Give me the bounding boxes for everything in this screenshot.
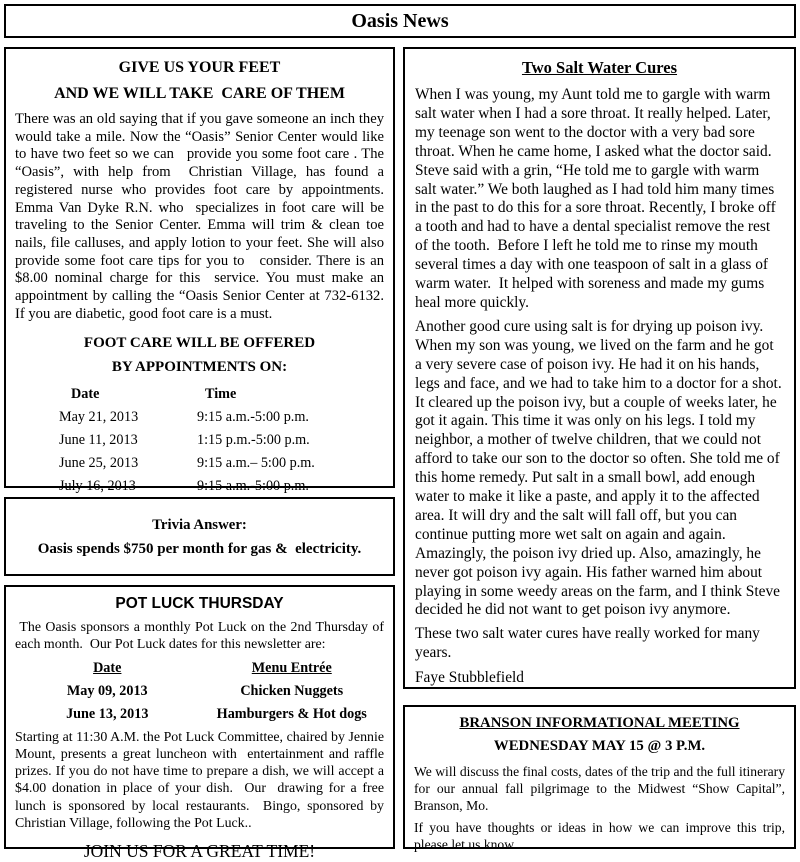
schedule-header-row [15,383,384,406]
pot-luck-title: POT LUCK THURSDAY [115,595,284,612]
schedule-date-column-header: Date [71,386,100,403]
branson-meeting-section [403,705,796,852]
right-column [403,47,796,852]
branson-meeting-datetime: WEDNESDAY MAY 15 @ 3 P.M. [493,738,706,754]
pot-luck-footer-text: JOIN US FOR A GREAT TIME! [83,841,316,862]
left-column [4,47,395,862]
schedule-row [15,429,384,452]
salt-water-title: Two Salt Water Cures [521,58,678,77]
salt-water-paragraph-3: These two salt water cures have really worked for many years. [415,625,764,662]
newsletter-header-box [4,4,796,38]
foot-care-schedule-table [15,383,384,498]
newsletter-title: Oasis News [351,9,449,32]
schedule-date-cell: July 16, 2013 [59,478,136,495]
schedule-row [15,475,384,498]
schedule-time-cell: 9:15 a.m.-5:00 p.m. [197,409,309,426]
schedule-date-cell: June 11, 2013 [59,432,138,449]
menu-entree-column-header: Menu Entrée [251,659,332,676]
schedule-date-cell: May 21, 2013 [59,409,139,426]
trivia-answer-section [4,497,395,576]
pot-luck-menu-table [15,657,384,726]
foot-care-subheading-line2: BY APPOINTMENTS ON: [111,359,288,376]
menu-header-row [15,657,384,680]
branson-meeting-title: BRANSON INFORMATIONAL MEETING [459,715,740,731]
pot-luck-section [4,585,395,862]
salt-water-paragraph-1: When I was young, my Aunt told me to gargle with warm salt water when I had a sore throat. It really helped. Later, my teenage son went to the doctor with a very bad sore throat. When he came home, I asked what the doctor said. Steve said with a grin, “He told me to gargle with warm salt water.” We both laughed as I had told him many times in the past to do this for a sore throat. Recently, I broke off a tooth and had to have a dental specialist remove the rest of the tooth. Before I left he told me to rinse my mouth several times a day with one teaspoon of salt in a glass of warm water. It helped with soreness and made my gums heal more quickly. [415,86,780,311]
menu-date-column-header: Date [93,659,122,676]
newsletter-columns [4,47,796,862]
pot-luck-details-text: Starting at 11:30 A.M. the Pot Luck Committee, chaired by Jennie Mount, presents a great luncheon with entertainment and raffle prizes. If you do not have time to prepare a dish, we will accept a $4.00 donation in place of your dish. Our drawing for a free lunch is sponsored by local restaurants. Bingo, sponsored by Christian Village, following the Pot Luck.. [15,729,388,832]
foot-care-section [4,47,395,495]
menu-entree-cell: Hamburgers & Hot dogs [216,705,367,722]
menu-entree-cell: Chicken Nuggets [240,682,344,699]
schedule-row [15,452,384,475]
salt-water-author-signature: Faye Stubblefield [415,669,524,687]
salt-water-cures-section [403,47,796,689]
foot-care-body-text: There was an old saying that if you gave someone an inch they would take a mile. Now the “Oasis” Senior Center would like to have two feet so we can provide you some foot care . The “Oasis”, with help from Christian Village, has found a registered nurse who provides foot care by appointments. Emma Van Dyke R.N. who specializes in foot care will be traveling to the Senior Center. Emma will trim & clean toe nails, file calluses, and apply lotion to your feet. She will also provide some foot care tips for you to consider. There is an $8.00 nominal charge for this service. You must make an appointment by calling the “Oasis Senior Center at 732-6132. If you are diabetic, good foot care is a must. [15,111,392,322]
trivia-title: Trivia Answer: [152,516,247,533]
branson-paragraph-1: We will discuss the final costs, dates of the trip and the full itinerary for our annual fall pilgrimage to the Midwest “Show Capital”, Branson, Mo. [414,764,789,813]
foot-care-heading-line2: AND WE WILL TAKE CARE OF THEM [54,85,345,102]
menu-row [15,680,384,703]
schedule-date-cell: June 25, 2013 [59,455,139,472]
schedule-time-cell: 9:15 a.m.– 5:00 p.m. [197,455,315,472]
schedule-row [15,406,384,429]
schedule-time-column-header: Time [205,386,237,403]
foot-care-heading-line1: GIVE US YOUR FEET [118,59,281,76]
branson-paragraph-2: If you have thoughts or ideas in how we can improve this trip, please let us know. [414,820,789,852]
menu-date-cell: May 09, 2013 [66,682,148,699]
menu-date-cell: June 13, 2013 [66,705,149,722]
schedule-time-cell: 9:15 a.m.-5:00 p.m. [197,478,309,495]
trivia-answer-text: Oasis spends $750 per month for gas & electricity. [37,540,362,557]
menu-row [15,703,384,726]
foot-care-subheading-line1: FOOT CARE WILL BE OFFERED [83,335,316,352]
salt-water-paragraph-2: Another good cure using salt is for drying up poison ivy. When my son was young, we lived on the farm and he got a very severe case of poison ivy. He had it on his hands, legs and face, and we had to take him to a doctor for a shot. It cleared up the poison ivy, but a couple of weeks later, he got it again. This time it was only on his legs. I told my neighbor, a mother of twelve children, that we could not afford to take our son to the doctor so often. She told me of this home remedy. Put salt in a small bowl, add enough water to make it like a paste, and apply it to the affected area. It will dry and the salt will fall off, but you can continue putting more wet salt on again and again. Amazingly, the poison ivy dried up. Also, amazingly, he never got poison ivy again. His father warned him about playing in some weedy areas on the farm, and I think Steve decided he did not want to get poison ivy anymore. [415,317,786,619]
pot-luck-intro-text: The Oasis sponsors a monthly Pot Luck on the 2nd Thursday of each month. Our Pot Luck dates for this newsletter are: [15,620,388,653]
schedule-time-cell: 1:15 p.m.-5:00 p.m. [197,432,310,449]
